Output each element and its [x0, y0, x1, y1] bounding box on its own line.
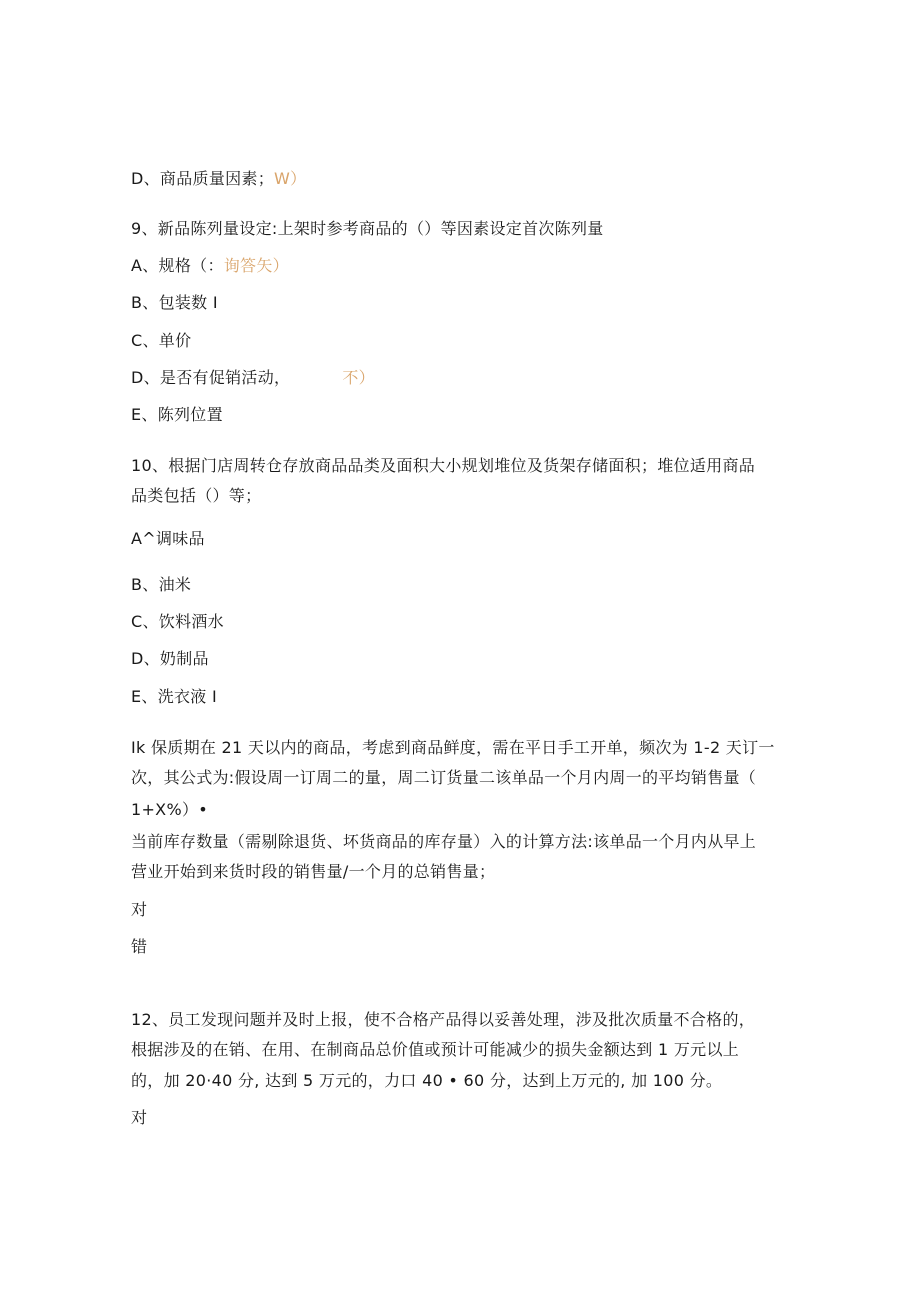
q10-question-line-2: 品类包括（）等；: [131, 486, 262, 505]
q11-question-line-1: Ik 保质期在 21 天以内的商品，考虑到商品鲜度，需在平日手工开单，频次为 1-2 天订一: [131, 738, 775, 757]
handwritten-note: 不）: [342, 368, 375, 387]
q8-option-d-text: D、商品质量因素；: [131, 169, 275, 188]
q11-question-line-4: 当前库存数量（需剔除退货、坏货商品的库存量）入的计算方法:该单品一个月内从早上: [131, 832, 757, 851]
handwritten-note: W）: [274, 169, 307, 188]
q11-question-line-5: 营业开始到来货时段的销售量/一个月的总销售量；: [131, 862, 496, 881]
q9-option-d-text: D、是否有促销活动，: [131, 368, 291, 387]
q11-question-line-3: 1+X%）•: [131, 800, 208, 819]
q10-question-line-1: 10、根据门店周转仓存放商品品类及面积大小规划堆位及货架存储面积；堆位适用商品: [131, 456, 756, 475]
q11-question-line-2: 次，其公式为:假设周一订周二的量，周二订货量二该单品一个月内周一的平均销售量（: [131, 768, 757, 787]
q9-option-e: E、陈列位置: [131, 405, 223, 424]
q9-option-b: B、包装数 I: [131, 293, 218, 312]
q9-option-d: [131, 368, 375, 388]
q8-option-d: [131, 169, 306, 189]
q10-option-e: E、洗衣液 I: [131, 687, 218, 706]
q10-option-b: B、油米: [131, 575, 192, 594]
q11-option-false: 错: [131, 937, 148, 956]
q9-option-c: C、单价: [131, 331, 192, 350]
q9-option-a: [131, 256, 289, 276]
q12-option-true: 对: [131, 1108, 148, 1127]
q10-option-a: A^调味品: [131, 529, 205, 548]
q9-question: 9、新品陈列量设定:上架时参考商品的（）等因素设定首次陈列量: [131, 219, 604, 238]
q12-question-line-2: 根据涉及的在销、在用、在制商品总价值或预计可能减少的损失金额达到 1 万元以上: [131, 1040, 740, 1059]
handwritten-note: 询答矢）: [223, 256, 289, 275]
q11-option-true: 对: [131, 900, 148, 919]
q12-question-line-3: 的，加 20·40 分, 达到 5 万元的，力口 40 • 60 分，达到上万元的, 加 100 分。: [131, 1071, 723, 1090]
q10-option-c: C、饮料酒水: [131, 612, 224, 631]
q9-option-a-text: A、规格（：: [131, 256, 224, 275]
q12-question-line-1: 12、员工发现问题并及时上报，使不合格产品得以妥善处理，涉及批次质量不合格的，: [131, 1010, 756, 1029]
q10-option-d: D、奶制品: [131, 649, 209, 668]
